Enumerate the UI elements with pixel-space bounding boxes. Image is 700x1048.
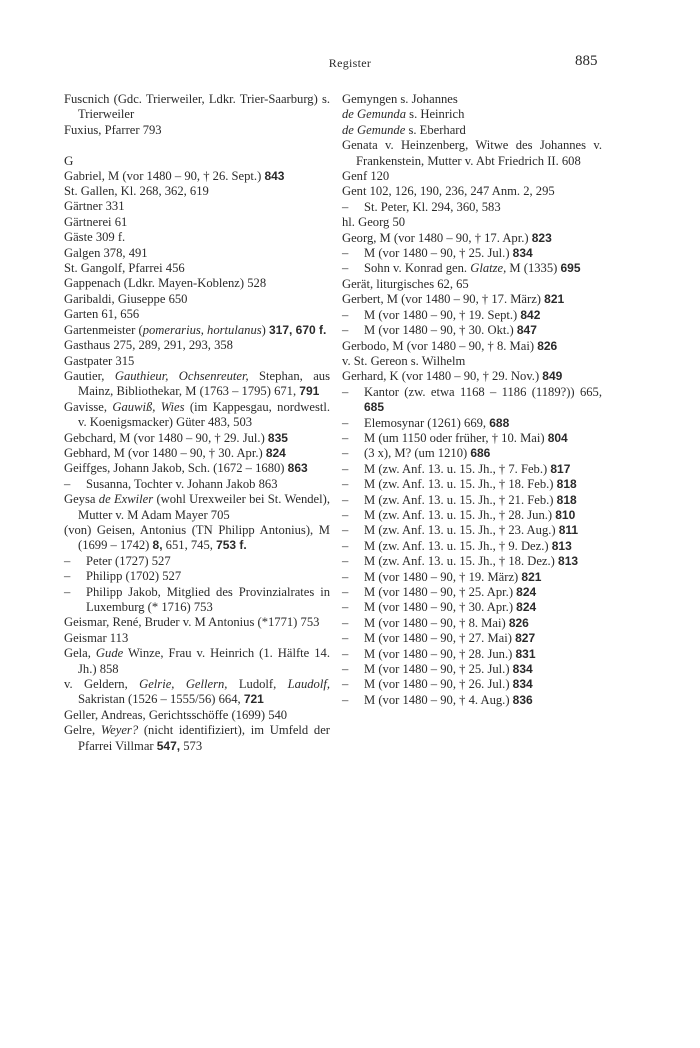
index-entry (342, 416, 602, 431)
entry-text: Gärtnerei 61 (64, 214, 128, 229)
index-entry (342, 123, 602, 138)
page-ref-bold: 824 (516, 600, 537, 615)
page-ref-bold: 836 (512, 692, 533, 707)
index-entry (342, 570, 602, 585)
index-entry (64, 646, 330, 677)
italic-text: pomerarius, hortulanus (142, 322, 262, 337)
index-entry (64, 569, 330, 584)
index-entry (64, 199, 330, 214)
entry-text: s. Heinrich (406, 107, 465, 122)
entry-text: Geiffges, Johann Jakob, Sch. (1672 – 1680) (64, 461, 288, 476)
entry-text: Gavisse, (64, 399, 113, 414)
running-head: Register (328, 56, 372, 70)
page-ref-bold: 813 (551, 538, 572, 553)
page-ref-bold: 685 (364, 400, 385, 415)
index-entry (342, 107, 602, 122)
entry-text: Gärtner 331 (64, 199, 125, 214)
index-entry (342, 215, 602, 230)
entry-text: Gerbodo, M (vor 1480 – 90, † 8. Mai) (342, 338, 538, 353)
page-ref-bold: 813 (558, 554, 579, 569)
entry-text: M (zw. Anf. 13. u. 15. Jh., † 7. Feb.) (364, 461, 551, 476)
index-entry (342, 246, 602, 261)
entry-text: Garten 61, 656 (64, 307, 140, 322)
entry-text: Genata v. Heinzenberg, Witwe des Johannes v. Frankenstein, Mutter v. Abt Friedrich II. 608 (342, 138, 602, 168)
index-entry (342, 261, 602, 276)
entry-text: Gebchard, M (vor 1480 – 90, † 29. Jul.) (64, 430, 268, 445)
entry-text: Susanna, Tochter v. Johann Jakob 863 (86, 476, 278, 491)
page-ref-bold: 823 (531, 230, 552, 245)
entry-text: s. Eberhard (405, 122, 466, 137)
index-entry (64, 323, 330, 338)
entry-text: Philipp Jakob, Mitglied des Provinzialrates in Luxemburg (* 1716) 753 (86, 584, 330, 614)
entry-text: Gemyngen s. Johannes (342, 92, 458, 106)
entry-text: St. Gallen, Kl. 268, 362, 619 (64, 184, 209, 199)
entry-text: ) (261, 322, 269, 337)
index-entry (64, 92, 330, 123)
entry-text: Geller, Andreas, Gerichtsschöffe (1699) 540 (64, 707, 288, 722)
entry-text: Peter (1727) 527 (86, 553, 171, 568)
page-ref-bold: 804 (547, 430, 568, 445)
entry-text: (nicht identifiziert), im Umfeld der Pfarrei Villmar (78, 723, 330, 753)
index-entry (342, 677, 602, 692)
index-entry (342, 462, 602, 477)
page-ref-bold: 826 (537, 338, 558, 353)
entry-text: Fuxius, Pfarrer 793 (64, 122, 162, 137)
page-ref-bold: 753 f. (216, 538, 247, 553)
entry-text: Georg, M (vor 1480 – 90, † 17. Apr.) (342, 230, 532, 245)
entry-text: Geysa (64, 492, 99, 507)
page-ref-bold: 721 (243, 692, 264, 707)
entry-text: Gautier, (64, 368, 115, 383)
index-entry (342, 200, 602, 215)
entry-text: M (zw. Anf. 13. u. 15. Jh., † 21. Feb.) (364, 492, 557, 507)
index-entry (64, 554, 330, 569)
index-entry (342, 339, 602, 354)
page-ref-bold: 863 (287, 461, 308, 476)
entry-text: Garibaldi, Giuseppe 650 (64, 291, 188, 306)
page-ref-bold: 827 (515, 631, 536, 646)
entry-text: v. St. Gereon s. Wilhelm (342, 353, 466, 368)
section-letter (64, 153, 330, 168)
entry-text: St. Gangolf, Pfarrei 456 (64, 261, 185, 276)
entry-text: (im Kappesgau, nordwestl. v. Koenigsmacker) Güter 483, 503 (78, 399, 330, 430)
index-entry (342, 308, 602, 323)
entry-text: M (vor 1480 – 90, † 19. März) (364, 569, 522, 584)
entry-text: G (64, 153, 74, 169)
entry-text: M (zw. Anf. 13. u. 15. Jh., † 18. Dez.) (364, 554, 559, 569)
italic-text: de Gemunda (342, 107, 407, 122)
index-entry (342, 493, 602, 508)
index-entry (342, 446, 602, 461)
index-entry (342, 523, 602, 538)
entry-text: M (zw. Anf. 13. u. 15. Jh., † 28. Jun.) (364, 507, 556, 522)
index-entry (64, 477, 330, 492)
entry-text: M (vor 1480 – 90, † 30. Apr.) (364, 600, 517, 615)
entry-text: M (vor 1480 – 90, † 25. Jul.) (364, 246, 513, 261)
page-ref-bold: 824 (265, 445, 286, 460)
entry-text: (3 x), M? (um 1210) (364, 446, 471, 461)
index-entry (342, 693, 602, 708)
entry-text: M (vor 1480 – 90, † 27. Mai) (364, 631, 516, 646)
index-entry (64, 246, 330, 261)
index-entry (342, 169, 602, 184)
index-entry (342, 385, 602, 416)
page-ref-bold: 834 (512, 246, 533, 261)
entry-text: M (vor 1480 – 90, † 25. Jul.) (364, 662, 513, 677)
entry-text: Stephan, aus Mainz, Bibliothekar, M (1763 – 1795) 671, (78, 368, 330, 399)
entry-text: Sohn v. Konrad gen. (364, 261, 471, 276)
left-column (64, 92, 330, 754)
entry-text: Gappenach (Ldkr. Mayen-Koblenz) 528 (64, 276, 267, 291)
index-entry (342, 662, 602, 677)
page-ref-bold: 849 (542, 369, 563, 384)
entry-text: M (vor 1480 – 90, † 30. Okt.) (364, 323, 517, 338)
entry-text: Gelre, (64, 723, 101, 738)
italic-text: Weyer? (100, 723, 139, 738)
entry-text: 651, 745, (162, 538, 217, 553)
italic-text: de Gemunde (342, 122, 406, 137)
entry-text: M (vor 1480 – 90, † 25. Apr.) (364, 585, 517, 599)
index-entry (342, 508, 602, 523)
index-entry (64, 585, 330, 616)
page-ref-bold: 8, (152, 538, 163, 553)
entry-text: 573 (180, 738, 203, 753)
index-entry (342, 277, 602, 292)
index-entry (342, 585, 602, 600)
page-ref-bold: 818 (556, 492, 577, 507)
index-entry (342, 184, 602, 199)
page-number: 885 (575, 53, 598, 69)
entry-text: St. Peter, Kl. 294, 360, 583 (364, 199, 501, 214)
entry-text: Ludolf, (227, 677, 288, 692)
page-ref-bold: 821 (521, 569, 542, 584)
index-entry (64, 631, 330, 646)
index-entry (64, 523, 330, 554)
page-ref-bold: 834 (512, 677, 533, 692)
page-ref-bold: 835 (267, 430, 288, 445)
index-entry (64, 354, 330, 369)
index-entry (342, 600, 602, 615)
page-ref-bold: 317, 670 f. (268, 322, 327, 337)
entry-text: (von) Geisen, Antonius (TN Philipp Antonius), M (1699 – 1742) (64, 522, 330, 553)
index-entry (342, 554, 602, 569)
index-entry (64, 615, 330, 630)
index-entry (342, 92, 602, 107)
entry-text: Gebhard, M (vor 1480 – 90, † 30. Apr.) (64, 445, 266, 460)
index-entry (64, 369, 330, 400)
entry-text: Galgen 378, 491 (64, 245, 148, 260)
index-entry (64, 723, 330, 754)
entry-text: Gasthaus 275, 289, 291, 293, 358 (64, 338, 233, 353)
index-entry (64, 123, 330, 138)
page-ref-bold: 695 (560, 261, 581, 276)
page-ref-bold: 824 (516, 585, 537, 599)
entry-text: Geismar, René, Bruder v. M Antonius (*1771) 753 (64, 615, 320, 630)
index-entry (64, 461, 330, 476)
page-ref-bold: 791 (299, 384, 320, 399)
entry-text: M (1335) (506, 261, 561, 276)
index-entry (64, 446, 330, 461)
entry-text: M (zw. Anf. 13. u. 15. Jh., † 9. Dez.) (364, 538, 552, 553)
page-ref-bold: 842 (520, 307, 541, 322)
italic-text: de Exwiler (98, 492, 154, 507)
index-entry (342, 616, 602, 631)
index-entry (64, 261, 330, 276)
index-entry (64, 215, 330, 230)
page-ref-bold: 834 (512, 662, 533, 677)
entry-text: Kantor (zw. etwa 1168 – 1186 (1189?)) 665, (364, 384, 602, 399)
entry-text: Gäste 309 f. (64, 230, 126, 245)
index-entry (64, 230, 330, 245)
entry-text: Elemosynar (1261) 669, (364, 415, 490, 430)
index-entry (64, 708, 330, 723)
index-entry (342, 647, 602, 662)
italic-text: Glatze, (470, 261, 507, 276)
page-ref-bold: 821 (544, 292, 565, 307)
index-entry (342, 539, 602, 554)
entry-text: Gartenmeister ( (64, 322, 143, 337)
entry-text: M (zw. Anf. 13. u. 15. Jh., † 23. Aug.) (364, 523, 559, 538)
entry-text: hl. Georg 50 (342, 215, 406, 230)
entry-text: M (vor 1480 – 90, † 19. Sept.) (364, 307, 521, 322)
index-entry (64, 307, 330, 322)
entry-text: v. Geldern, (64, 677, 140, 692)
entry-text: M (vor 1480 – 90, † 26. Jul.) (364, 677, 513, 692)
right-column (342, 92, 602, 708)
page-ref-bold: 818 (556, 477, 577, 492)
page-ref-bold: 843 (264, 168, 285, 183)
italic-text: Gauthieur, Ochsenreuter, (114, 368, 249, 383)
page-ref-bold: 847 (516, 323, 537, 338)
index-entry (64, 276, 330, 291)
index-entry (64, 169, 330, 184)
entry-text: Gent 102, 126, 190, 236, 247 Anm. 2, 295 (342, 184, 555, 199)
page-ref-bold: 810 (555, 507, 576, 522)
entry-text: Geismar 113 (64, 630, 129, 645)
page-ref-bold: 686 (470, 446, 491, 461)
entry-text: Genf 120 (342, 169, 390, 184)
entry-text: M (um 1150 oder früher, † 10. Mai) (364, 430, 548, 445)
italic-text: Gude (95, 646, 124, 661)
italic-text: Gelrie, Gellern, (139, 677, 228, 692)
page-ref-bold: 547, (156, 738, 181, 753)
index-entry (342, 292, 602, 307)
entry-text: Gastpater 315 (64, 353, 135, 368)
entry-text: Gabriel, M (vor 1480 – 90, † 26. Sept.) (64, 168, 265, 183)
entry-text: M (vor 1480 – 90, † 28. Jun.) (364, 646, 516, 661)
index-entry (342, 323, 602, 338)
index-entry (342, 477, 602, 492)
index-entry (342, 354, 602, 369)
page-ref-bold: 811 (558, 523, 579, 538)
entry-text: Gerbert, M (vor 1480 – 90, † 17. März) (342, 292, 545, 307)
entry-text: Gerhard, K (vor 1480 – 90, † 29. Nov.) (342, 369, 543, 384)
index-entry (64, 184, 330, 199)
entry-text: M (zw. Anf. 13. u. 15. Jh., † 18. Feb.) (364, 477, 557, 492)
index-entry (64, 338, 330, 353)
entry-text: M (vor 1480 – 90, † 8. Mai) (364, 615, 509, 630)
entry-text: Gela, (64, 646, 96, 661)
page-ref-bold: 826 (508, 615, 529, 630)
italic-text: Laudolf, (287, 677, 330, 692)
index-entry (64, 677, 330, 708)
index-entry (342, 631, 602, 646)
entry-text: (wohl Urexweiler bei St. Wendel), Mutter v. M Adam Mayer 705 (78, 492, 330, 522)
index-entry (342, 369, 602, 384)
entry-text: Winze, Frau v. Heinrich (1. Hälfte 14. Jh.) 858 (78, 646, 331, 676)
entry-text: Fuscnich (Gdc. Trierweiler, Ldkr. Trier-Saarburg) s. Trierweiler (64, 92, 330, 122)
index-entry (64, 292, 330, 307)
entry-text: M (vor 1480 – 90, † 4. Aug.) (364, 692, 513, 707)
index-entry (342, 231, 602, 246)
page-ref-bold: 817 (550, 461, 571, 476)
page-ref-bold: 831 (515, 646, 536, 661)
index-entry (342, 431, 602, 446)
index-entry (64, 492, 330, 523)
page-ref-bold: 688 (489, 415, 510, 430)
entry-text: Sakristan (1526 – 1555/56) 664, (78, 692, 244, 707)
entry-text: Gerät, liturgisches 62, 65 (342, 276, 469, 291)
index-entry (64, 431, 330, 446)
index-entry (64, 400, 330, 431)
italic-text: Gauwiß, Wies (112, 399, 185, 414)
index-entry (342, 138, 602, 169)
entry-text: Philipp (1702) 527 (86, 569, 182, 584)
